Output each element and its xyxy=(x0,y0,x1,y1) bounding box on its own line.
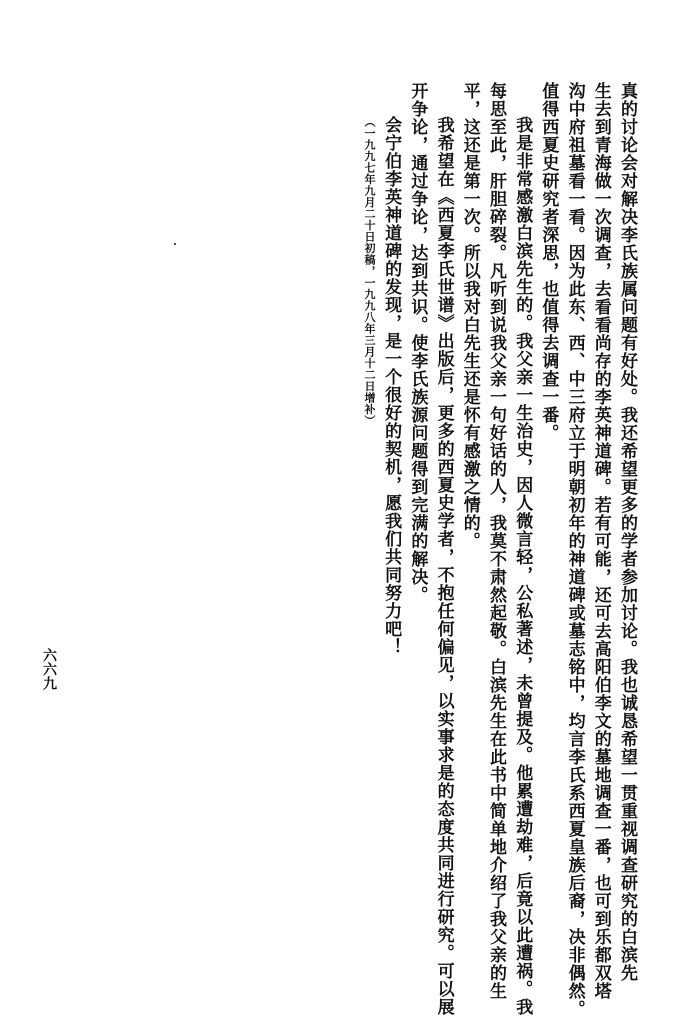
text-column-4: 值得西夏史研究者深思，也值得去调查一番。 xyxy=(538,82,559,442)
text-column-7: 平，这还是第一次。所以我对白先生还是怀有感激之情的。 xyxy=(459,82,480,550)
date-note: （一九九七年九月二十日初稿，一九九八年三月十二日增补） xyxy=(362,116,376,427)
text-column-1: 真的讨论会对解决李氏族属问题有好处。我还希望更多的学者参加讨论。我也诚恳希望一贯重视调查研究的白滨先 xyxy=(617,82,637,982)
text-column-8: 我希望在《西夏李氏世谱》出版后，更多的西夏史学者，不抱任何偏见，以实事求是的态度共同进行研究。可以展 xyxy=(433,116,454,1016)
text-column-2: 生去到青海做一次调查，去看看尚存的李英神道碑。若有可能，还可去高阳伯李文的墓地调查一番，也可到乐都双塔 xyxy=(590,82,611,1000)
text-column-6: 每思至此，肝胆碎裂。凡听到说我父亲一句好话的人，我莫不肃然起敬。白滨先生在此书中简单地介绍了我父亲的生 xyxy=(485,82,506,1000)
text-column-5: 我是非常感激白滨先生的。我父亲一生治史，因人微言轻，公私著述，未曾提及。他累遭劫难，后竟以此遭祸。我 xyxy=(512,116,533,1016)
text-column-10: 会宁伯李英神道碑的发现，是一个很好的契机，愿我们共同努力吧！ xyxy=(381,116,402,656)
scan-speck xyxy=(174,243,176,245)
text-column-9: 开争论，通过争论，达到共识。使李氏族源问题得到完满的解决。 xyxy=(407,82,428,604)
text-column-3: 沟中府祖墓看一看。因为此东、西、中三府立于明朝初年的神道碑或墓志铭中，均言李氏系西夏皇族后裔，决非偶然。 xyxy=(564,82,585,1018)
page-number: 六六九 xyxy=(41,648,57,690)
vertical-text-body xyxy=(360,82,640,1018)
